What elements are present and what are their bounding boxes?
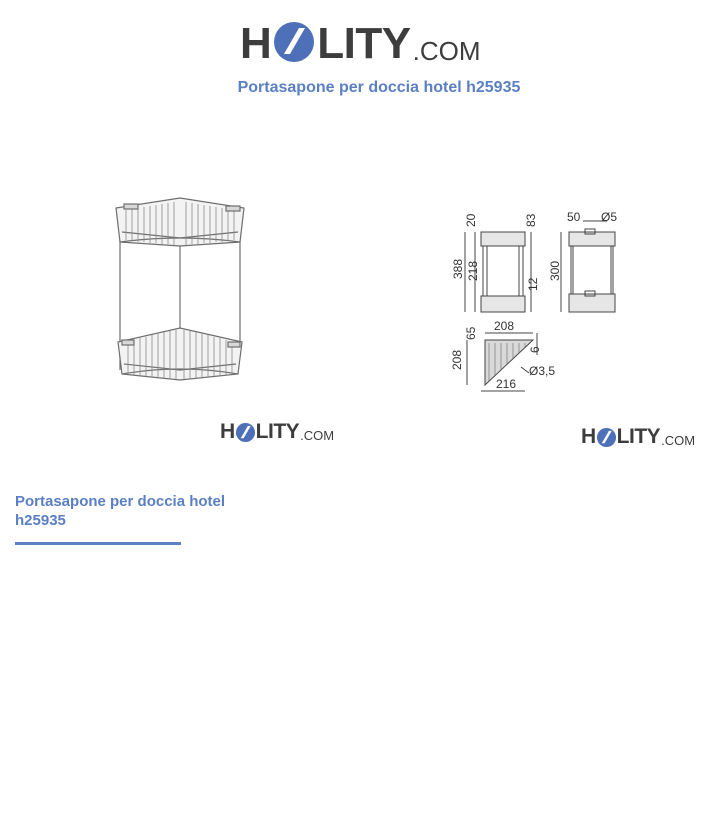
dim-388: 388	[451, 258, 465, 279]
dim-3-5: Ø3,5	[529, 364, 556, 378]
photo-watermark-logo	[220, 420, 334, 444]
drawing-watermark-logo	[581, 425, 695, 449]
logo-o-icon	[272, 20, 316, 64]
logo-o-icon	[596, 427, 617, 448]
logo-letter-h: H	[220, 420, 235, 443]
title-underline	[15, 542, 181, 545]
logo-letter-h: H	[240, 19, 272, 68]
dim-208-side: 208	[450, 349, 464, 370]
logo-word-lity: LITY	[255, 420, 300, 443]
logo-word-lity: LITY	[317, 19, 411, 68]
holity-logo[interactable]	[240, 14, 481, 66]
logo-o-icon	[235, 422, 256, 443]
dim-6: 6	[528, 346, 542, 353]
logo-word-lity: LITY	[616, 425, 661, 448]
product-photo	[110, 190, 250, 385]
page-subtitle: Portasapone per doccia hotel h25935	[237, 79, 521, 96]
logo-letter-h: H	[581, 425, 596, 448]
logo-suffix: .COM	[412, 36, 481, 66]
dim-50: 50	[567, 210, 581, 224]
logo-suffix: .COM	[661, 433, 696, 448]
logo-suffix: .COM	[300, 428, 335, 443]
dim-20: 20	[464, 213, 478, 227]
product-title: Portasapone per doccia hotel h25935	[15, 493, 226, 529]
dim-216: 216	[496, 377, 517, 391]
dim-300: 300	[548, 260, 562, 281]
dim-65: 65	[464, 326, 478, 340]
technical-drawing	[445, 205, 620, 395]
dim-218: 218	[466, 260, 480, 281]
dim-83: 83	[524, 213, 538, 227]
dim-208-top: 208	[494, 319, 515, 333]
dim-12: 12	[526, 277, 540, 291]
dim-05: Ø5	[601, 210, 618, 224]
